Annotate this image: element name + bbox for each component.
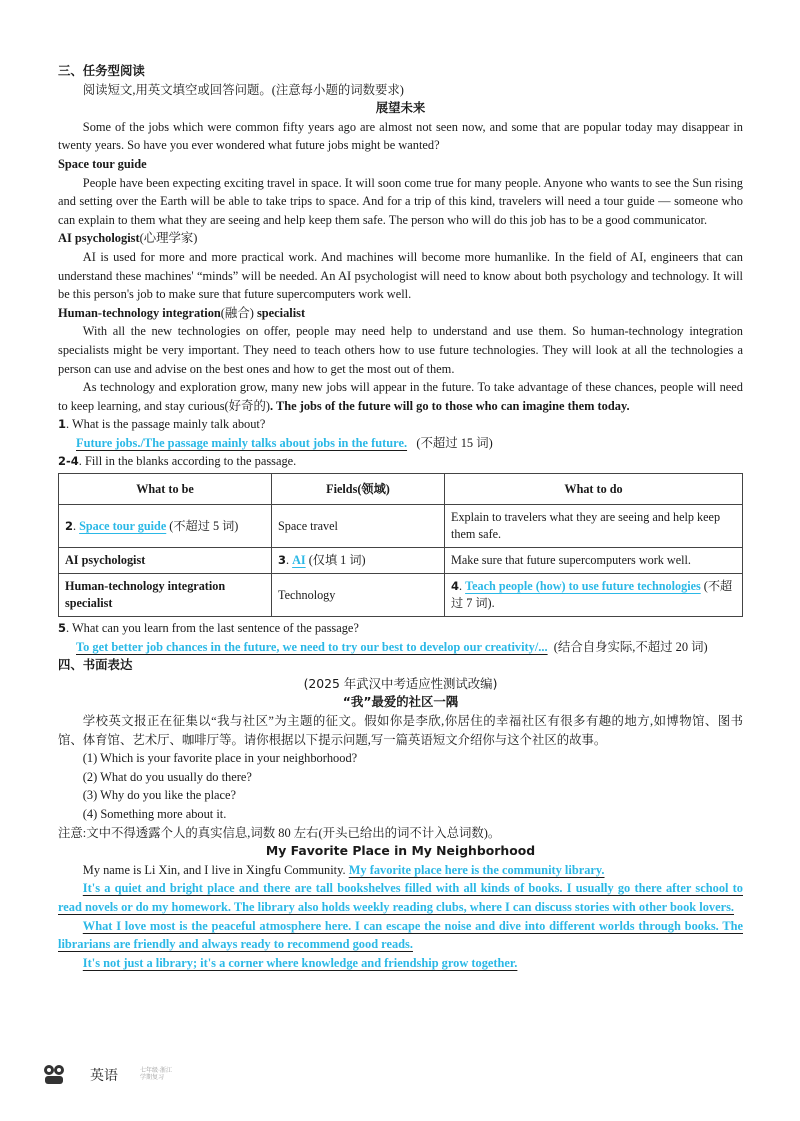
cell-field: Space travel: [272, 505, 445, 548]
essay-paragraph: [58, 861, 743, 880]
footer-small-line: 七年级·浙江: [140, 1068, 172, 1074]
writing-source: (2025 年武汉中考适应性测试改编): [303, 675, 498, 691]
section4-title: 四、书面表达: [58, 657, 133, 673]
cell-field: 3. AI (仅填 1 词): [272, 548, 445, 574]
conclusion-note: (好奇的): [224, 398, 270, 413]
worksheet-page: [58, 62, 743, 972]
jobs-table: [58, 473, 743, 617]
paragraph-space-tour-guide: People have been expecting exciting travel in space. It will soon come true for many people. Anyone who wants to see the Sun rising and setting over the Earth will be able to take trips to space. And for a trip of this kind, travelers will need a tour guide — someone who can explain to them what they are seeing and help keep them safe. The person who will do this job has to be a good communicator.: [58, 175, 743, 227]
publisher-logo-icon: [40, 1063, 68, 1087]
heading-tail: specialist: [253, 305, 306, 320]
header-fields: Fields(领域): [272, 474, 445, 505]
section3-title: 三、任务型阅读: [58, 63, 145, 78]
essay-given-start: My name is Li Xin, and I live in Xingfu Community.: [82, 862, 349, 877]
answer-1-line: [58, 434, 743, 453]
question-number: 2-4: [58, 454, 79, 469]
conclusion-key-sentence: . The jobs of the future will go to those who can imagine them today.: [269, 398, 630, 413]
heading-ai-psychologist: [58, 229, 743, 248]
question-number: 2: [65, 518, 74, 533]
question-number: 1: [58, 417, 67, 432]
essay-paragraph: [58, 954, 743, 973]
answer-1: Future jobs./The passage mainly talks about jobs in the future.: [76, 435, 408, 450]
cell-job: Human-technology integration specialist: [59, 574, 272, 617]
question-text: . What can you learn from the last sentence of the passage?: [66, 621, 359, 636]
paragraph-ai-psychologist: AI is used for more and more practical work. And machines will become more humanlike. In the field of AI, engineers that can understand these machines' “minds” will be needed. An AI psychologist will need to know about both psychology and technology. It will be this person's job to make sure that future supercomputers work well.: [58, 249, 743, 302]
word-limit: (不超过 15 词): [416, 435, 493, 450]
heading-note: (心理学家): [139, 231, 198, 246]
table-row: [59, 548, 743, 574]
conclusion-text: As technology and exploration grow, many new jobs will appear in the future. To take advantage of these chances, people will need to keep learning, and stay curious: [58, 380, 743, 413]
heading-text: AI psychologist: [58, 231, 140, 246]
cell-job: AI psychologist: [59, 548, 272, 574]
question-number: 4: [451, 579, 460, 594]
footer-small-line: 学期复习: [140, 1075, 165, 1081]
heading-text: Human-technology integration: [58, 305, 221, 320]
heading-note: (融合): [220, 305, 254, 320]
cell-todo: Explain to travelers what they are seeing and help keep them safe.: [445, 505, 743, 548]
writing-prompt: 学校英文报正在征集以“我与社区”为主题的征文。假如你是李欣,你居住的幸福社区有很多有趣的地方,如博物馆、图书馆、体育馆、艺术厅、咖啡厅等。请你根据以下提示问题,写一篇英语短文介绍你与这个社区的故事。: [58, 714, 743, 747]
answer-5-line: [58, 638, 743, 657]
paragraph-integration-specialist: With all the new technologies on offer, people may need help to understand and use them. So human-technology integration specialists might be very important. They need to teach others how to use future technologies. They will look at all the technologies a person can use and advise on the best ones and how to get the most out of them.: [58, 324, 743, 376]
hint-1: (1) Which is your favorite place in your neighborhood?: [82, 751, 358, 766]
subject-label: 英语: [90, 1068, 118, 1084]
hint-2: (2) What do you usually do there?: [82, 769, 252, 784]
section3-instruction: 阅读短文,用英文填空或回答问题。(注意每小题的词数要求): [82, 82, 404, 97]
page-footer: [40, 1063, 172, 1087]
table-row: [59, 574, 743, 617]
writing-note: 注意:文中不得透露个人的真实信息,词数 80 左右(开头已给出的词不计入总词数)。: [58, 825, 501, 840]
passage-title: 展望未来: [375, 100, 426, 116]
header-what-to-do: What to do: [445, 474, 743, 505]
answer-2: Space tour guide: [79, 518, 167, 533]
passage-intro: Some of the jobs which were common fifty years ago are almost not seen now, and some that are popular today may disappear in twenty years. So have you ever wondered what future jobs might be wanted?: [58, 119, 743, 153]
paragraph-conclusion: [58, 378, 743, 415]
hint-4: (4) Something more about it.: [82, 807, 227, 821]
word-limit: (不超过 5 词): [169, 518, 239, 533]
cell-todo: 4. Teach people (how) to use future technologies (不超过 7 词).: [445, 574, 743, 617]
answer-3: AI: [292, 553, 306, 568]
essay-answer-text: My favorite place here is the community library.: [348, 862, 605, 877]
table-row: [59, 505, 743, 548]
question-text: . Fill in the blanks according to the passage.: [78, 454, 297, 469]
essay-paragraph: [58, 879, 743, 916]
header-what-to-be: What to be: [59, 474, 272, 505]
word-limit: (结合自身实际,不超过 20 词): [553, 639, 708, 654]
question-number: 5: [58, 621, 67, 636]
hint-3: (3) Why do you like the place?: [82, 788, 237, 803]
heading-space-tour-guide: Space tour guide: [58, 156, 147, 171]
essay-answer-text: It's a quiet and bright place and there are tall bookshelves filled with all kinds of books. I usually go there after school to read novels or do my homework. The library also holds weekly reading clubs, where I can discuss stories with other book lovers.: [58, 881, 743, 914]
question-text: . What is the passage mainly talk about?: [66, 417, 266, 432]
essay-answer-text: It's not just a library; it's a corner where knowledge and friendship grow together.: [82, 955, 518, 970]
model-essay: [58, 861, 743, 973]
essay-title: My Favorite Place in My Neighborhood: [265, 843, 536, 859]
question-1: [58, 415, 743, 434]
footer-small-text: [140, 1068, 172, 1082]
word-limit: (不超过 7 词).: [451, 579, 733, 611]
answer-5: To get better job chances in the future, we need to try our best to develop our creativity/...: [76, 639, 548, 654]
answer-4: Teach people (how) to use future technologies: [465, 579, 701, 594]
cell-todo: Make sure that future supercomputers work well.: [445, 548, 743, 574]
writing-topic: “我”最爱的社区一隅: [342, 694, 459, 710]
cell-job: 2. Space tour guide (不超过 5 词): [59, 505, 272, 548]
table-header-row: [59, 474, 743, 505]
question-2-4: [58, 452, 743, 471]
question-5: [58, 619, 743, 638]
cell-field: Technology: [272, 574, 445, 617]
word-limit: (仅填 1 词): [308, 553, 366, 568]
heading-integration-specialist: [58, 304, 743, 323]
question-number: 3: [278, 553, 287, 568]
essay-answer-text: What I love most is the peaceful atmosphere here. I can escape the noise and dive into different worlds through books. The librarians are friendly and always ready to recommend good reads.: [58, 918, 743, 952]
essay-paragraph: [58, 917, 743, 954]
